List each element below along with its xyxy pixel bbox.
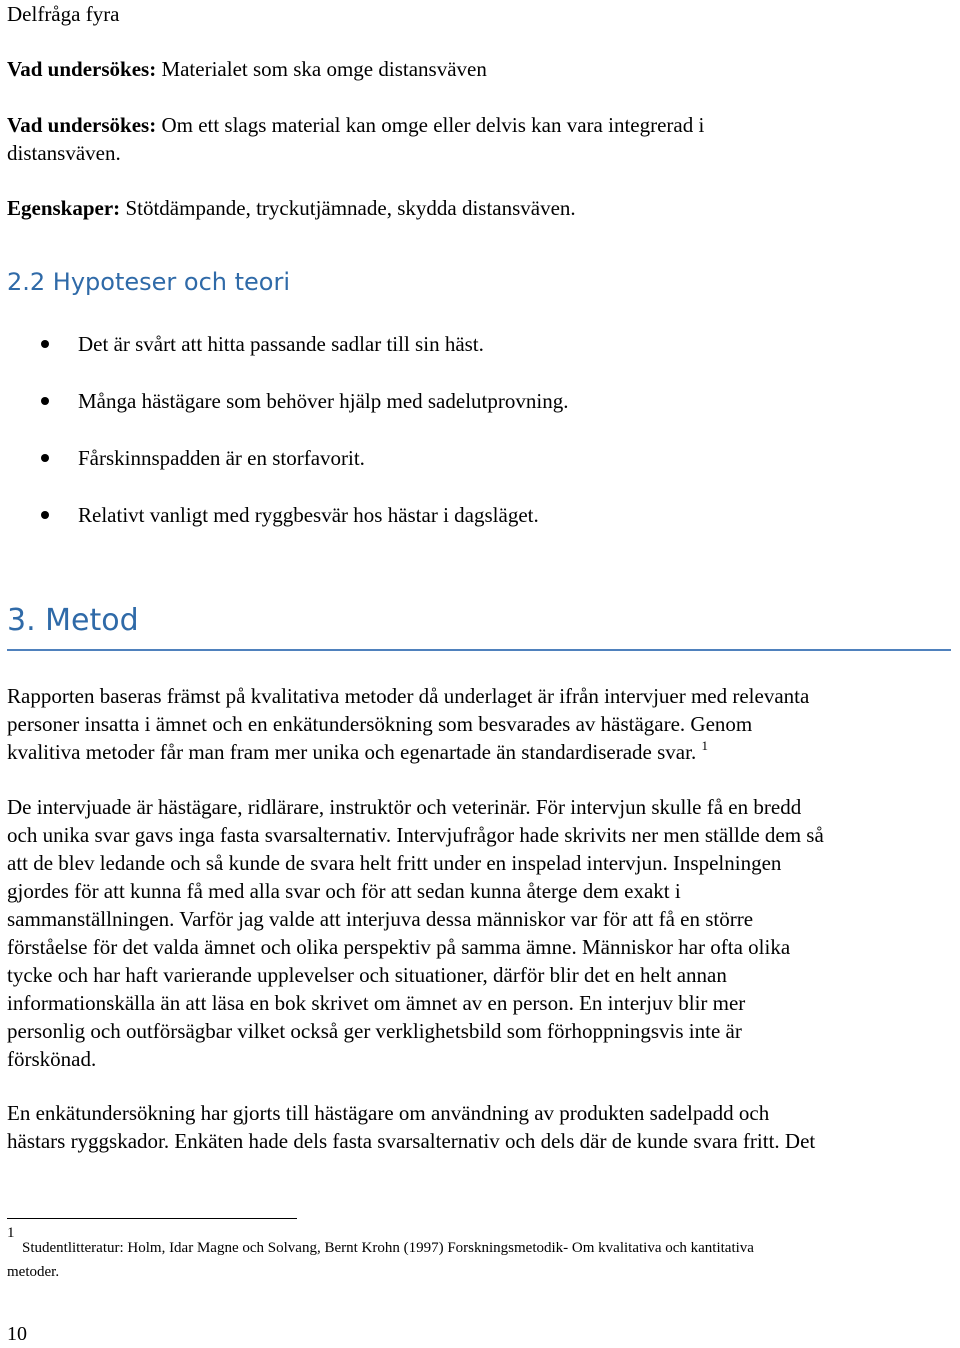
footnote-separator [7,1218,297,1219]
bullet-item-2: Många hästägare som behöver hjälp med sadelutprovning. [78,389,569,413]
p3-line: hästars ryggskador. Enkäten hade dels fasta svarsalternativ och dels där de kunde svara fritt. Det [7,1129,816,1153]
p2-line: informationskälla än att läsa en bok skrivet om ämnet av en person. En interjuv blir mer [7,991,746,1015]
bullet-item-3: Fårskinnspadden är en storfavorit. [78,446,365,470]
p2-line: förståelse för det valda ämnet och olika perspektiv på samma ämne. Människor har ofta olika [7,935,791,959]
investigation-text-1: Materialet som ska omge distansväven [161,57,487,81]
bullet-dot-3 [41,454,49,462]
p1-line-text: kvalitiva metoder får man fram mer unika och egenartade än standardiserade svar. [7,740,697,764]
investigation-line-2b: distansväven. [7,141,121,165]
investigation-line-1 [7,55,487,83]
heading-underline [7,649,951,651]
metod-paragraph-1 [7,682,809,766]
metod-paragraph-3 [7,1099,815,1155]
investigation-line-2 [7,111,704,139]
bullet-item-4: Relativt vanligt med ryggbesvär hos hästar i dagsläget. [78,503,539,527]
heading-metod: 3. Metod [7,603,139,638]
p1-line-with-ref [7,738,809,766]
p2-line: sammanställningen. Varför jag valde att interjuva dessa människor var för att få en större [7,907,754,931]
p2-line: att de blev ledande och så kunde de svara helt fritt under en inspelad intervjun. Inspelningen [7,851,782,875]
footnote-reference: 1 [701,738,708,753]
properties-label: Egenskaper: [7,196,121,220]
investigation-text-2a: Om ett slags material kan omge eller delvis kan vara integrerad i [161,113,705,137]
bullet-dot-1 [41,340,49,348]
properties-line [7,194,576,222]
investigation-label-2: Vad undersökes: [7,113,157,137]
bullet-item-1: Det är svårt att hitta passande sadlar till sin häst. [78,332,484,356]
footnote-line-1: Studentlitteratur: Holm, Idar Magne och Solvang, Bernt Krohn (1997) Forskningsmetodik- Om kvalitativa och kantitativa [22,1240,754,1256]
investigation-label-1: Vad undersökes: [7,57,157,81]
p2-line: gjordes för att kunna få med alla svar och för att sedan kunna återge dem exakt i [7,879,681,903]
metod-paragraph-2 [7,793,824,1073]
p2-line: De intervjuade är hästägare, ridlärare, instruktör och veterinär. För intervjun skulle få en bredd [7,795,802,819]
p2-line: förskönad. [7,1047,97,1071]
footnote-number: 1 [7,1225,15,1241]
page-section-title: Delfråga fyra [7,2,120,26]
footnote-line-2: metoder. [7,1264,60,1280]
bullet-dot-2 [41,397,49,405]
p2-line: tycke och har haft varierande upplevelser och situationer, därför blir det en helt annan [7,963,727,987]
properties-text: Stötdämpande, tryckutjämnade, skydda distansväven. [125,196,576,220]
heading-hypoteser: 2.2 Hypoteser och teori [7,268,291,296]
p2-line: personlig och outförsägbar vilket också ger verklighetsbild som förhoppningsvis inte är [7,1019,742,1043]
p1-line: Rapporten baseras främst på kvalitativa metoder då underlaget är ifrån intervjuer med relevanta [7,684,810,708]
bullet-dot-4 [41,511,49,519]
p3-line: En enkätundersökning har gjorts till hästägare om användning av produkten sadelpadd och [7,1101,770,1125]
p2-line: och unika svar gavs inga fasta svarsalternativ. Intervjufrågor hade skrivits ner men ställde dem så [7,823,824,847]
page-number: 10 [7,1323,27,1345]
p1-line: personer insatta i ämnet och en enkätundersökning som besvarades av hästägare. Genom [7,712,753,736]
